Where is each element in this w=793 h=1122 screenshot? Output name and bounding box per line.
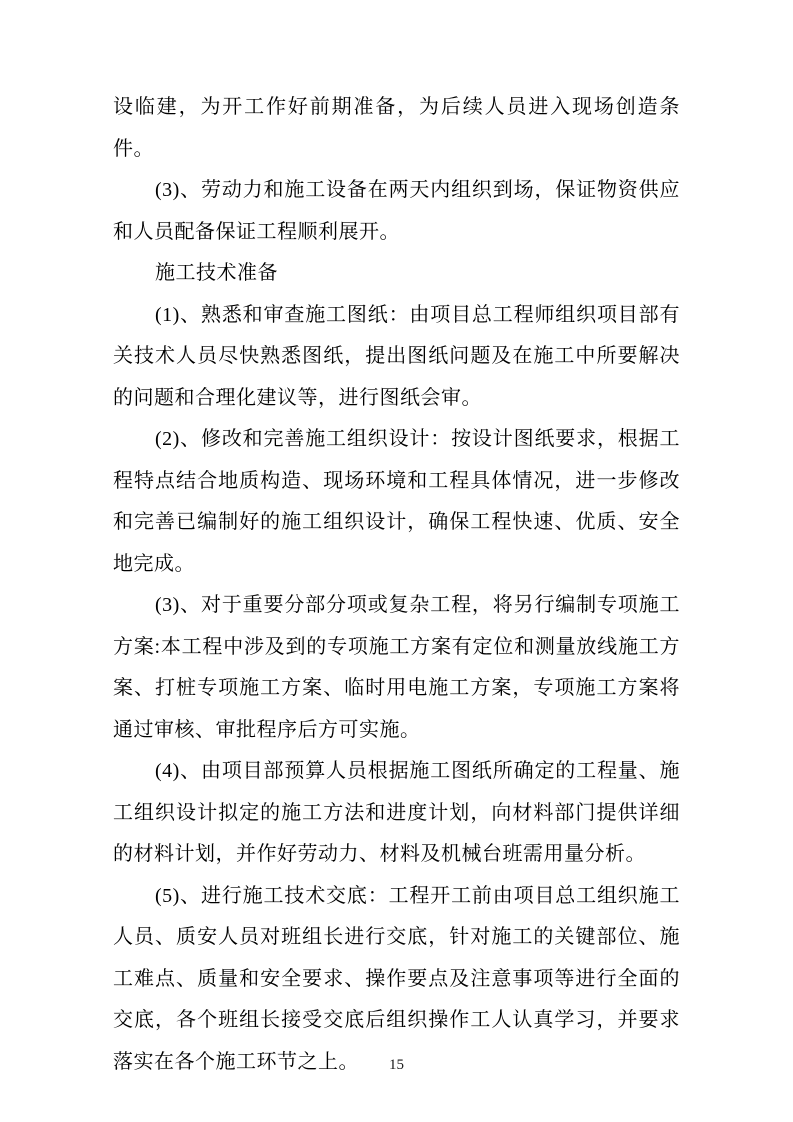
paragraph-material-planning: (4)、由项目部预算人员根据施工图纸所确定的工程量、施工组织设计拟定的施工方法和进度计划，向材料部门提供详细的材料计划，并作好劳动力、材料及机械台班需用量分析。 (113, 760, 680, 865)
section-heading-construction-technical-preparation: 施工技术准备 (155, 262, 278, 284)
page-footer (0, 1056, 793, 1074)
paragraph-special-construction-plans: (3)、对于重要分部分项或复杂工程，将另行编制专项施工方案:本工程中涉及到的专项施工方案有定位和测量放线施工方案、打桩专项施工方案、临时用电施工方案，专项施工方案将通过审核、审批程序后方可实施。 (113, 594, 680, 741)
page-number: 15 (389, 1057, 404, 1073)
paragraph-labor-equipment: (3)、劳动力和施工设备在两天内组织到场，保证物资供应和人员配备保证工程顺利展开。 (113, 179, 680, 243)
paragraph-review-drawings: (1)、熟悉和审查施工图纸：由项目总工程师组织项目部有关技术人员尽快熟悉图纸，提出图纸问题及在施工中所要解决的问题和合理化建议等，进行图纸会审。 (113, 303, 680, 409)
paragraph-technical-disclosure: (5)、进行施工技术交底：工程开工前由项目总工组织施工人员、质安人员对班组长进行交底，针对施工的关键部位、施工难点、质量和安全要求、操作要点及注意事项等进行全面的交底，各个班组长接受交底后组织操作工人认真学习，并要求落实在各个施工环节之上。 (113, 884, 680, 1073)
document-body (113, 87, 680, 1083)
paragraph-continuation: 设临建，为开工作好前期准备，为后续人员进入现场创造条件。 (113, 96, 680, 160)
paragraph-improve-construction-design: (2)、修改和完善施工组织设计：按设计图纸要求，根据工程特点结合地质构造、现场环境和工程具体情况，进一步修改和完善已编制好的施工组织设计，确保工程快速、优质、安全地完成。 (113, 428, 680, 575)
